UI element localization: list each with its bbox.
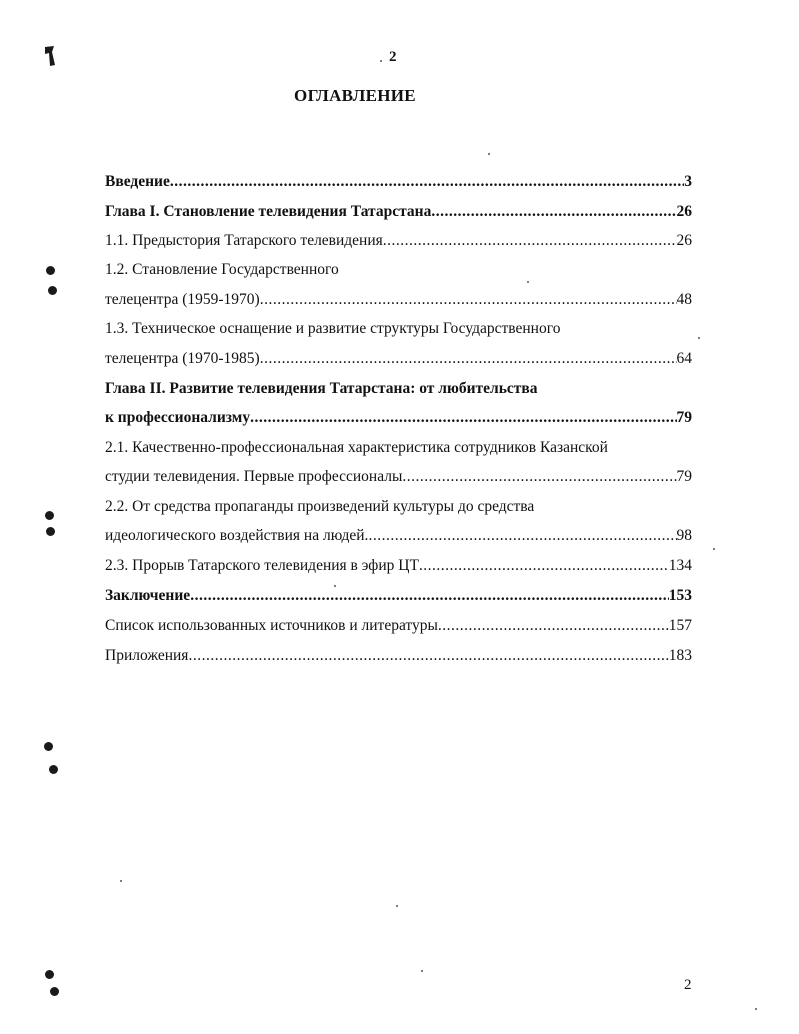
toc-entry-2-1-line1[interactable]	[105, 438, 692, 458]
toc-entry-conclusion[interactable]	[105, 586, 692, 606]
toc-entry-text: телецентра (1959-1970)	[105, 291, 260, 308]
dot-leader	[188, 646, 668, 666]
punch-hole	[46, 527, 55, 536]
toc-entry-text: 1.3. Техническое оснащение и развитие структуры Государственного	[105, 320, 561, 337]
dot-leader	[250, 408, 676, 428]
toc-entry-appendices[interactable]	[105, 646, 692, 666]
toc-entry-chapter-2-line1[interactable]	[105, 379, 692, 399]
toc-entry-text: 2.1. Качественно-профессиональная характеристика сотрудников Казанской	[105, 439, 608, 456]
punch-hole	[45, 970, 54, 979]
toc-entry-text: Заключение	[105, 587, 191, 604]
page-title: ОГЛАВЛЕНИЕ	[294, 86, 416, 105]
toc-entry-1-2-line1[interactable]	[105, 260, 692, 280]
dot-leader	[190, 586, 669, 606]
toc-entry-text: Глава I. Становление телевидения Татарстана	[105, 203, 432, 220]
toc-entry-page: 79	[676, 468, 692, 485]
dot-leader	[260, 290, 677, 310]
toc-entry-text: Список использованных источников и литературы	[105, 617, 438, 634]
toc-entry-2-3[interactable]	[105, 556, 692, 576]
toc-entry-page: 157	[668, 617, 692, 634]
toc-entry-chapter-2-line2[interactable]	[105, 408, 692, 428]
toc-entry-page: 98	[676, 527, 692, 544]
scan-speck	[488, 153, 490, 155]
scan-speck	[120, 880, 122, 882]
toc-entry-text: 1.2. Становление Государственного	[105, 261, 339, 278]
toc-entry-page: 26	[676, 232, 692, 249]
toc-entry-2-1-line2[interactable]	[105, 467, 692, 487]
toc-entry-page: 64	[676, 350, 692, 367]
punch-hole	[49, 765, 58, 774]
dot-leader	[438, 616, 669, 636]
dot-leader	[170, 172, 684, 192]
punch-hole	[44, 742, 53, 751]
toc-entry-page: 26	[676, 203, 692, 220]
toc-entry-text: Глава II. Развитие телевидения Татарстана: от любительства	[105, 380, 538, 397]
punch-hole	[45, 511, 54, 520]
punch-hole	[50, 987, 59, 996]
toc-entry-page: 3	[684, 173, 692, 190]
toc-entry-1-3-line2[interactable]	[105, 349, 692, 369]
scan-speck	[755, 1008, 757, 1010]
dot-leader	[383, 231, 677, 251]
punch-hole	[46, 266, 55, 275]
toc-entry-references[interactable]	[105, 616, 692, 636]
page-number-bottom: 2	[684, 977, 692, 993]
scan-speck	[713, 548, 715, 550]
scan-speck	[380, 60, 382, 62]
scan-speck	[698, 337, 700, 339]
dot-leader	[368, 526, 676, 546]
toc-entry-chapter-1[interactable]	[105, 202, 692, 222]
toc-entry-introduction[interactable]	[105, 172, 692, 192]
dot-leader	[260, 349, 677, 369]
toc-entry-1-2-line2[interactable]	[105, 290, 692, 310]
toc-entry-page: 153	[668, 587, 692, 604]
dot-leader	[419, 556, 669, 576]
toc-entry-text: 1.1. Предыстория Татарского телевидения	[105, 232, 383, 249]
toc-entry-page: 134	[668, 557, 692, 574]
toc-entry-page: 79	[676, 409, 692, 426]
toc-entry-text: к профессионализму	[105, 409, 251, 426]
toc-entry-page: 183	[668, 647, 692, 664]
dot-leader	[402, 467, 676, 487]
toc-entry-text: Приложения	[105, 647, 189, 664]
page-number-top: 2	[389, 49, 397, 65]
toc-entry-text: 2.3. Прорыв Татарского телевидения в эфир ЦТ	[105, 557, 419, 574]
toc-entry-text: студии телевидения. Первые профессионалы	[105, 468, 403, 485]
scan-speck	[396, 905, 398, 907]
scan-speck	[527, 281, 529, 283]
scan-speck	[421, 970, 423, 972]
toc-entry-page: 48	[676, 291, 692, 308]
toc-entry-text: телецентра (1970-1985)	[105, 350, 260, 367]
toc-entry-text: Введение	[105, 173, 170, 190]
dot-leader	[431, 202, 676, 222]
toc-entry-1-3-line1[interactable]	[105, 319, 692, 339]
scan-artifact-mark	[44, 44, 56, 68]
toc-entry-text: идеологического воздействия на людей.	[105, 527, 369, 544]
toc-entry-1-1[interactable]	[105, 231, 692, 251]
toc-entry-2-2-line1[interactable]	[105, 497, 692, 517]
punch-hole	[48, 286, 57, 295]
toc-entry-2-2-line2[interactable]	[105, 526, 692, 546]
toc-entry-text: 2.2. От средства пропаганды произведений культуры до средства	[105, 498, 535, 515]
